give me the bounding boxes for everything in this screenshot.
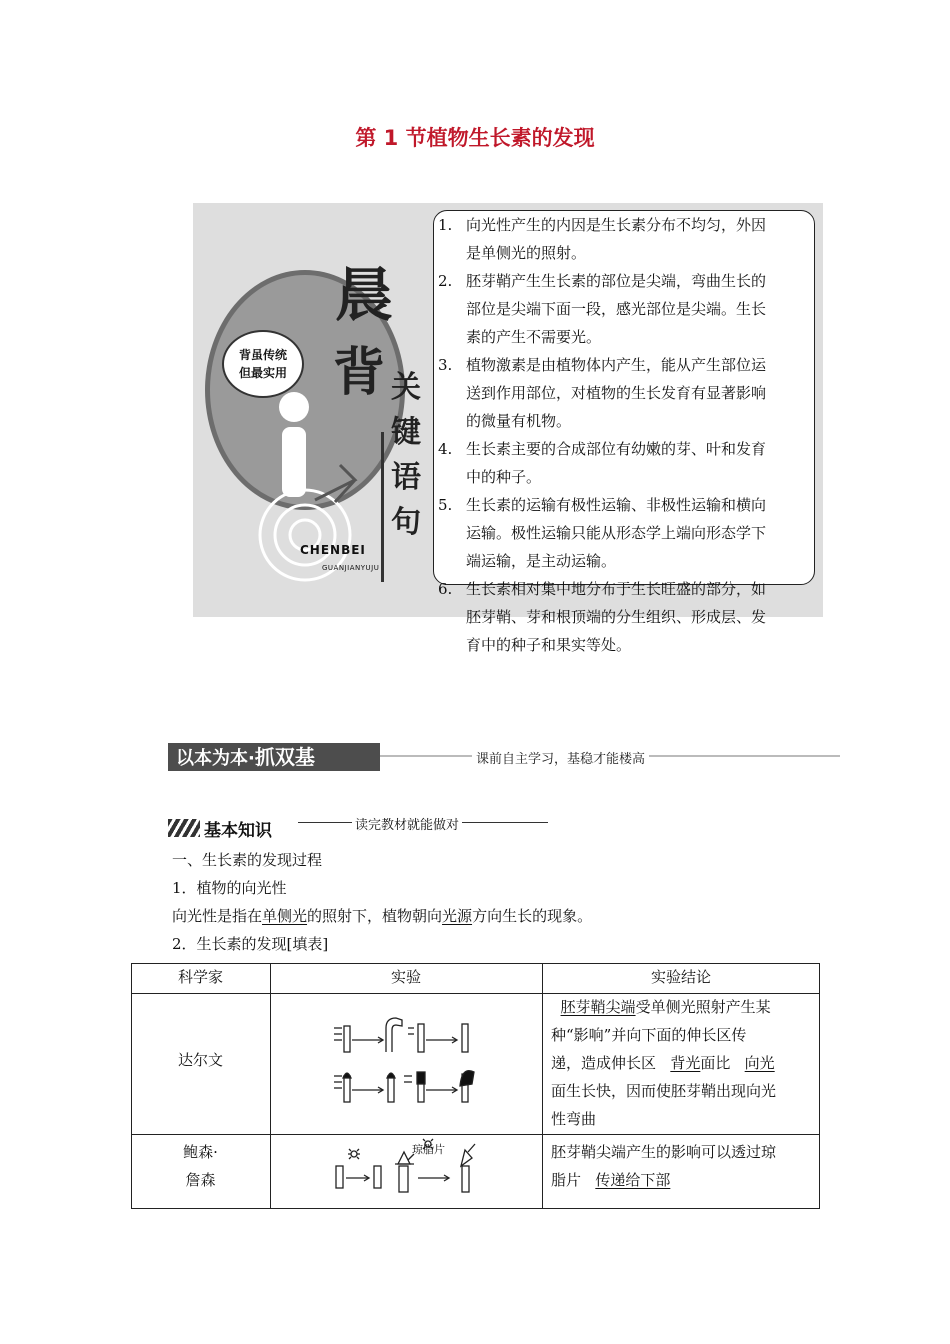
side-char: 语 — [391, 460, 421, 495]
blank-answer: 背光 — [670, 1054, 701, 1072]
line — [551, 1166, 813, 1194]
line: 生长素相对集中地分布于生长旺盛的部分，如 — [466, 580, 767, 598]
line: 詹森 — [185, 1171, 216, 1189]
darwin-experiment-diagram — [332, 1010, 482, 1115]
bubble-line-2: 但最实用 — [238, 366, 287, 380]
sub-header-label: 基本知识 — [204, 820, 272, 841]
line: 鲍森· — [183, 1143, 218, 1161]
side-char: 关 — [391, 370, 421, 405]
item-number: 3. — [438, 356, 453, 374]
key-sentence-3 — [438, 351, 818, 435]
blank-answer: 单侧光 — [262, 907, 308, 925]
table-header-conclusion: 实验结论 — [650, 968, 711, 986]
line: 胚芽鞘产生生长素的部位是尖端，弯曲生长的 — [466, 272, 767, 290]
table-header-experiment: 实验 — [390, 968, 421, 986]
line: 性弯曲 — [551, 1110, 597, 1128]
line — [551, 1049, 813, 1077]
heading-1: 一、生长素的发现过程 — [172, 851, 323, 869]
line: 是单侧光的照射。 — [466, 244, 587, 262]
line: 生长素主要的合成部位有幼嫩的芽、叶和发育 — [466, 440, 767, 458]
blank-answer: 向光 — [744, 1054, 775, 1072]
section-header-subtitle: 课前自主学习，基稳才能楼高 — [472, 748, 649, 767]
section-header-left-b: 抓双基 — [254, 745, 315, 769]
section-header-left-a: 以本为本· — [176, 748, 255, 769]
banner-en-title: CHENBEI — [300, 543, 366, 557]
line: 植物激素是由植物体内产生，能从产生部位运 — [466, 356, 767, 374]
text: 受单侧光照射产生某 — [635, 998, 771, 1016]
person-icon — [270, 385, 320, 505]
blank-answer: 传递给下部 — [595, 1171, 671, 1189]
line: 胚芽鞘尖端产生的影响可以透过琼 — [551, 1143, 777, 1161]
key-sentence-1 — [438, 211, 818, 267]
text: 向光性是指在 — [172, 907, 263, 925]
text: 的照射下，植物朝向 — [307, 907, 443, 925]
heading-3: 2．生长素的发现[填表] — [172, 935, 329, 953]
key-sentence-5 — [438, 491, 818, 575]
line — [551, 993, 813, 1021]
item-number: 1. — [438, 216, 453, 234]
item-number: 2. — [438, 272, 453, 290]
banner-divider — [381, 432, 384, 582]
darwin-conclusion — [551, 993, 813, 1133]
scientist-darwin: 达尔文 — [177, 1051, 223, 1069]
table-divider — [270, 963, 271, 1209]
side-char: 键 — [391, 415, 421, 450]
speech-bubble — [222, 330, 304, 398]
table-divider — [542, 963, 543, 1209]
key-sentence-2 — [438, 267, 818, 351]
key-sentence-4 — [438, 435, 818, 491]
boysen-jensen-conclusion — [551, 1138, 813, 1194]
line: 端运输，是主动运输。 — [466, 552, 617, 570]
line: 素的产生不需要光。 — [466, 328, 602, 346]
item-number: 5. — [438, 496, 453, 514]
line: 生长素的运输有极性运输、非极性运输和横向 — [466, 496, 767, 514]
text: 方向生长的现象。 — [472, 907, 593, 925]
line: 的微量有机物。 — [466, 412, 572, 430]
scientist-boysen-jensen — [131, 1138, 270, 1194]
line: 育中的种子和果实等处。 — [466, 636, 632, 654]
paragraph-phototropism — [172, 905, 592, 927]
text: 面比 — [700, 1054, 731, 1072]
section-header — [168, 743, 380, 771]
line: 中的种子。 — [466, 468, 542, 486]
sub-header — [168, 815, 272, 841]
line: 运输。极性运输只能从形态学上端向形态学下 — [466, 524, 767, 542]
text: 脂片 — [551, 1171, 582, 1189]
page-title: 第 1 节植物生长素的发现 — [355, 126, 595, 150]
table-header-scientist: 科学家 — [177, 968, 223, 986]
blank-answer: 光源 — [442, 907, 473, 925]
item-number: 4. — [438, 440, 453, 458]
banner-side-text — [388, 365, 424, 545]
key-sentence-6 — [438, 575, 818, 659]
line: 胚芽鞘、芽和根顶端的分生组织、形成层、发 — [466, 608, 767, 626]
banner-big-char-chen: 晨 — [335, 261, 394, 329]
text: 递，造成伸长区 — [551, 1054, 657, 1072]
blank-answer: 胚芽鞘尖端 — [560, 998, 636, 1016]
line: 面生长快，因而使胚芽鞘出现向光 — [551, 1082, 777, 1100]
bubble-line-1: 背虽传统 — [238, 348, 287, 362]
side-char: 句 — [391, 505, 421, 540]
boysen-jensen-experiment-diagram — [332, 1136, 482, 1198]
line: 送到作用部位，对植物的生长发育有显著影响 — [466, 384, 767, 402]
banner-en-subtitle: GUANJIANYUJU — [322, 564, 380, 572]
banner-big-char-bei: 背 — [333, 343, 386, 403]
agar-block-label: 琼脂片 — [412, 1143, 445, 1156]
stripes-icon — [168, 819, 200, 837]
line: 向光性产生的内因是生长素分布不均匀，外因 — [466, 216, 767, 234]
line: 种“影响”并向下面的伸长区传 — [551, 1026, 747, 1044]
heading-2: 1．植物的向光性 — [172, 879, 287, 897]
item-number: 6. — [438, 580, 453, 598]
table-divider — [131, 1134, 820, 1135]
line: 部位是尖端下面一段，感光部位是尖端。生长 — [466, 300, 767, 318]
sub-header-subtitle: 读完教材就能做对 — [352, 814, 462, 833]
